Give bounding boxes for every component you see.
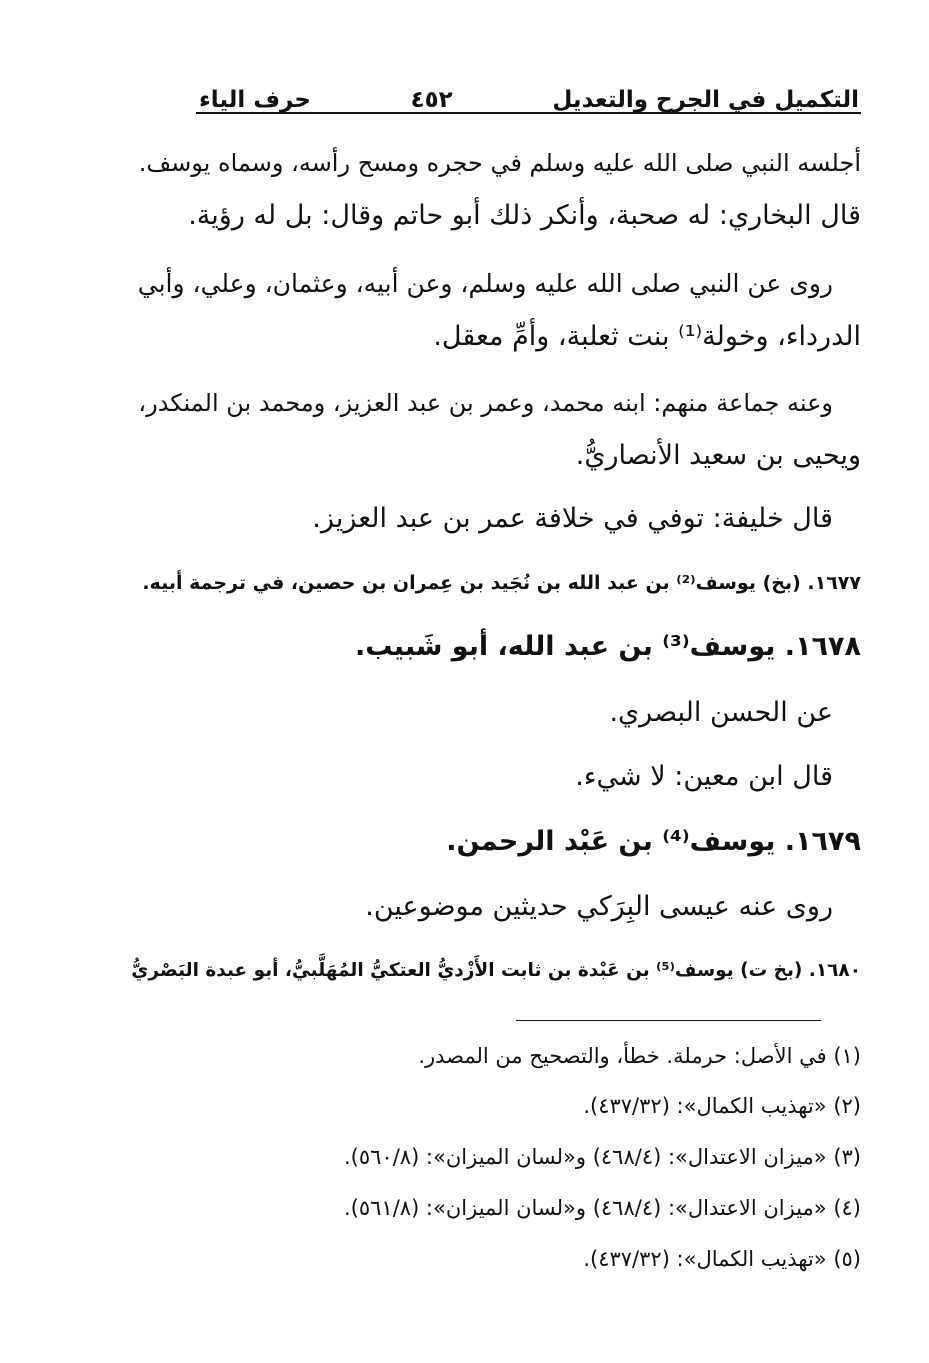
- footnote: (٣) «ميزان الاعتدال»: (٤٦٨/٤) و«لسان الميزان»: (٥٦٠/٨).: [343, 1145, 861, 1169]
- text-line: عن الحسن البصري.: [609, 697, 833, 728]
- text-line: قال خليفة: توفي في خلافة عمر بن عبد العزيز.: [312, 503, 833, 534]
- running-header: [199, 80, 859, 120]
- chapter-title: حرف الياء: [199, 87, 311, 113]
- entry-heading-1678: ١٦٧٨. يوسف⁽³⁾ بن عبد الله، أبو شَبيب.: [354, 631, 861, 662]
- text-line: ويحيى بن سعيد الأنصاريُّ.: [575, 440, 861, 471]
- footnote: (٤) «ميزان الاعتدال»: (٤٦٨/٤) و«لسان الميزان»: (٥٦١/٨).: [343, 1196, 861, 1220]
- entry-heading-1679: ١٦٧٩. يوسف⁽⁴⁾ بن عَبْد الرحمن.: [446, 826, 861, 857]
- entry-heading-1677: ١٦٧٧. (بخ) يوسف⁽²⁾ بن عبد الله بن نُجَيد بن عِمران بن حصين، في ترجمة أبيه.: [142, 572, 861, 594]
- text-line: وعنه جماعة منهم: ابنه محمد، وعمر بن عبد العزيز، ومحمد بن المنكدر،: [138, 389, 833, 417]
- text-line: قال البخاري: له صحبة، وأنكر ذلك أبو حاتم وقال: بل له رؤية.: [188, 200, 861, 231]
- footnote: (١) في الأصل: حرملة. خطأ، والتصحيح من المصدر.: [418, 1044, 861, 1068]
- text-line: أجلسه النبي صلى الله عليه وسلم في حجره ومسح رأسه، وسماه يوسف.: [138, 149, 861, 177]
- text-line: روى عنه عيسى البِرَكي حديثين موضوعين.: [365, 891, 833, 922]
- text-line: الدرداء، وخولة⁽¹⁾ بنت ثعلبة، وأمِّ معقل.: [433, 321, 861, 352]
- footnote: (٥) «تهذيب الكمال»: (٤٣٧/٣٢).: [583, 1247, 861, 1271]
- header-rule: [196, 112, 861, 114]
- footnote-rule: [516, 1020, 821, 1021]
- book-title: التكميل في الجرح والتعديل: [552, 87, 859, 113]
- entry-heading-1680: ١٦٨٠. (بخ ت) يوسف⁽⁵⁾ بن عَبْدة بن ثابت الأَزْديُّ العتكيُّ المُهَلَّبيُّ، أبو عبدة البَصْريُّ: [131, 960, 861, 981]
- footnote: (٢) «تهذيب الكمال»: (٤٣٧/٣٢).: [583, 1094, 861, 1118]
- text-line: قال ابن معين: لا شيء.: [575, 761, 833, 792]
- page-number: ٤٥٢: [410, 87, 453, 113]
- text-line: روى عن النبي صلى الله عليه وسلم، وعن أبيه، وعثمان، وعلي، وأبي: [137, 269, 833, 298]
